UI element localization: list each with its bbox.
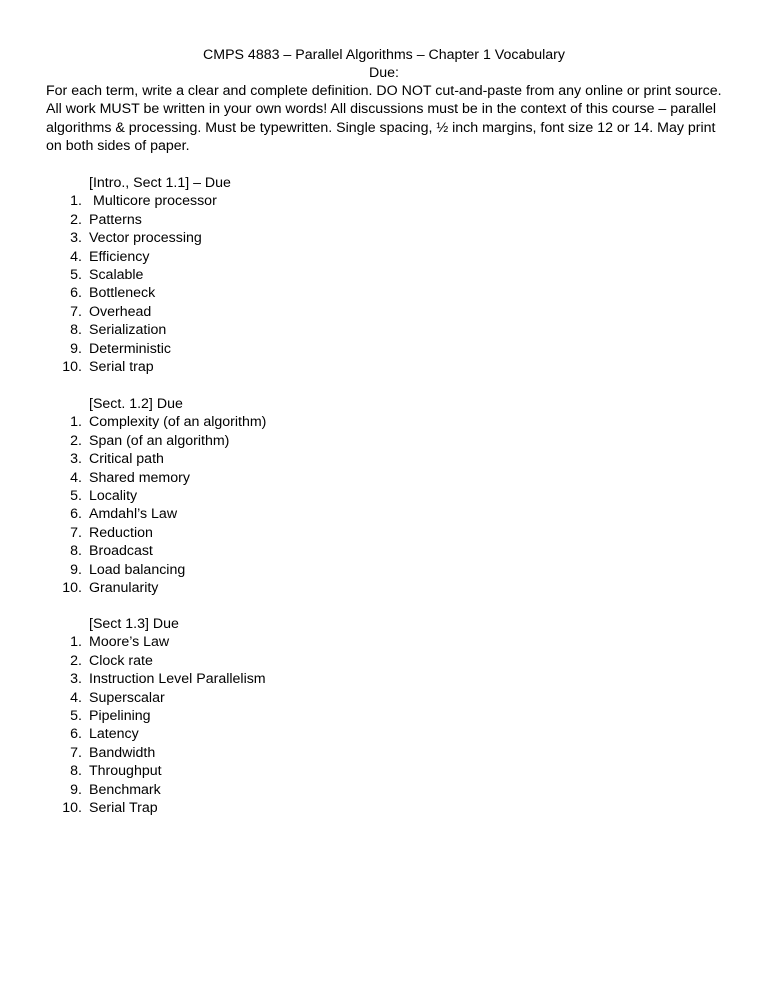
term-text: Serialization [89,322,167,339]
term-text: Superscalar [89,689,165,706]
list-item [46,192,546,210]
term-text: Serial trap [89,358,154,375]
term-text: Granularity [89,579,159,596]
document-title: CMPS 4883 – Parallel Algorithms – Chapter 1 Vocabulary [203,47,565,63]
term-number: 9. [70,561,82,578]
term-text: Multicore processor [93,193,217,210]
list-item [46,725,546,743]
vocab-section-intro [46,174,546,376]
list-item [46,799,546,817]
list-item [46,579,546,597]
term-number: 6. [70,506,82,523]
instructions-line: algorithms & processing. Must be typewritten. Single spacing, ½ inch margins, font size 12 or 14. May print [46,119,716,136]
term-number: 1. [70,414,82,431]
term-number: 2. [70,211,82,228]
term-text: Bottleneck [89,285,156,302]
term-text: Pipelining [89,707,151,724]
list-item [46,652,546,670]
term-number: 1. [70,634,82,651]
list-item [46,358,546,376]
term-text: Load balancing [89,561,186,578]
term-text: Complexity (of an algorithm) [89,414,267,431]
list-item [46,229,546,247]
term-text: Benchmark [89,781,161,798]
term-text: Throughput [89,763,162,780]
term-number: 6. [70,285,82,302]
term-number: 8. [70,543,82,560]
term-list [46,413,546,597]
term-text: Efficiency [89,248,150,265]
list-item [46,505,546,523]
term-number: 8. [70,763,82,780]
term-text: Scalable [89,266,144,283]
term-number: 9. [70,340,82,357]
term-text: Locality [89,487,138,504]
term-text: Instruction Level Parallelism [89,671,266,688]
term-number: 3. [70,451,82,468]
term-number: 1. [70,193,82,210]
term-number: 4. [70,248,82,265]
term-text: Serial Trap [89,799,158,816]
list-item [46,413,546,431]
list-item [46,211,546,229]
term-list [46,192,546,376]
list-item [46,561,546,579]
vocab-section-1-2 [46,395,546,597]
term-number: 2. [70,432,82,449]
term-text: Vector processing [89,230,202,247]
term-number: 4. [70,469,82,486]
term-text: Moore’s Law [89,634,170,651]
term-text: Shared memory [89,469,190,486]
term-number: 5. [70,266,82,283]
term-text: Latency [89,726,139,743]
due-label: Due: [369,65,399,81]
list-item [46,432,546,450]
term-text: Deterministic [89,340,171,357]
section-heading: [Sect. 1.2] Due [89,396,183,412]
list-item [46,542,546,560]
term-number: 2. [70,652,82,669]
instructions-line: All work MUST be written in your own words! All discussions must be in the context of this course – parallel [46,101,716,118]
term-number: 10. [62,799,82,816]
term-number: 10. [62,358,82,375]
term-number: 10. [62,579,82,596]
list-item [46,321,546,339]
list-item [46,266,546,284]
list-item [46,689,546,707]
term-text: Span (of an algorithm) [89,432,230,449]
list-item [46,524,546,542]
term-number: 5. [70,707,82,724]
list-item [46,762,546,780]
term-text: Bandwidth [89,744,156,761]
list-item [46,284,546,302]
term-list [46,633,546,817]
list-item [46,670,546,688]
term-number: 3. [70,671,82,688]
term-text: Clock rate [89,652,153,669]
term-text: Critical path [89,451,164,468]
term-number: 7. [70,303,82,320]
list-item [46,450,546,468]
list-item [46,303,546,321]
list-item [46,248,546,266]
term-text: Broadcast [89,543,153,560]
term-text: Overhead [89,303,152,320]
section-heading: [Sect 1.3] Due [89,616,179,632]
term-text: Reduction [89,524,153,541]
term-number: 7. [70,744,82,761]
term-number: 7. [70,524,82,541]
term-number: 5. [70,487,82,504]
list-item [46,744,546,762]
term-number: 8. [70,322,82,339]
term-text: Amdahl’s Law [89,506,178,523]
term-number: 3. [70,230,82,247]
term-number: 9. [70,781,82,798]
list-item [46,633,546,651]
list-item [46,469,546,487]
section-heading: [Intro., Sect 1.1] – Due [89,175,231,191]
list-item [46,707,546,725]
list-item [46,340,546,358]
list-item [46,781,546,799]
term-number: 6. [70,726,82,743]
instructions-line: For each term, write a clear and complete definition. DO NOT cut-and-paste from any online or print source. [46,83,722,99]
term-text: Patterns [89,211,142,228]
term-number: 4. [70,689,82,706]
list-item [46,487,546,505]
instructions-paragraph [46,82,726,156]
vocab-section-1-3 [46,615,546,817]
instructions-line: on both sides of paper. [46,138,190,155]
